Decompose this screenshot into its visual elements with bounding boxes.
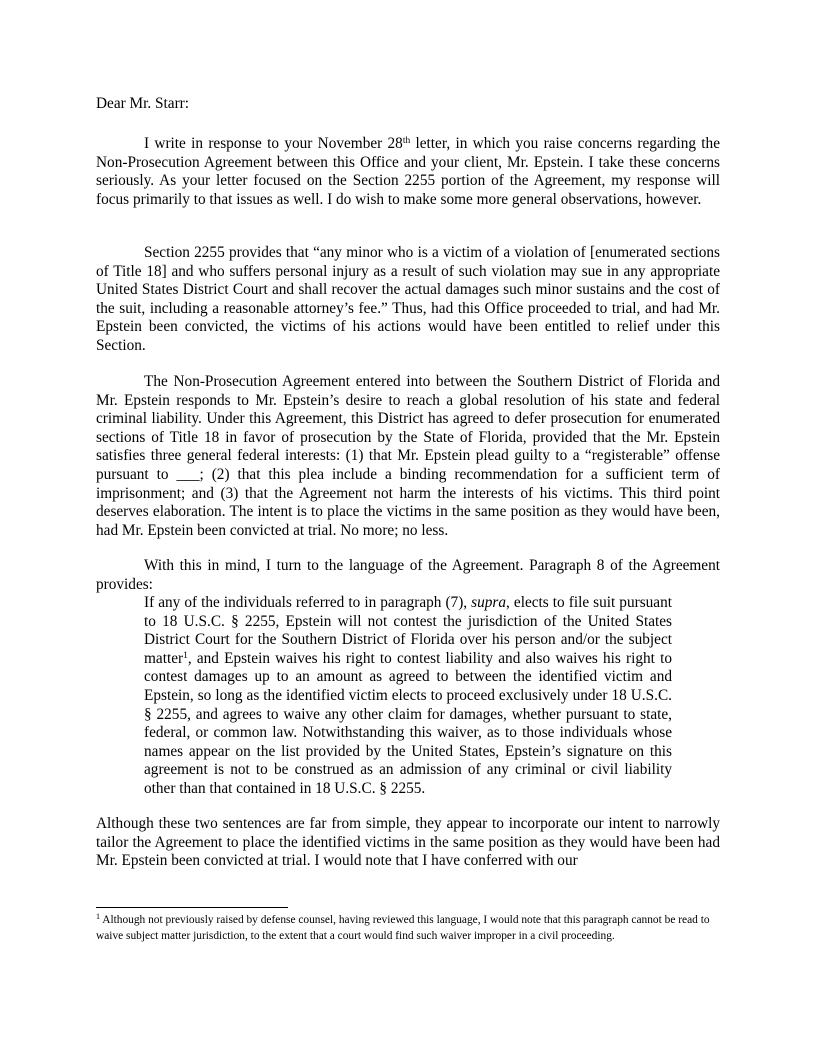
footnote-divider: [96, 907, 288, 908]
paragraph-response: [96, 135, 720, 209]
ordinal-superscript: th: [402, 136, 411, 146]
block-quote-paragraph-8: [144, 594, 672, 799]
paragraph-response-text-b: letter, in which you raise concerns regarding the Non-Prosecution Agreement between this Office and your client, Mr. Epstein. I take these concerns seriously. As your letter focused on the Section 2255 portion of the Agreement, my response will focus primarily to that issues as well. I do wish to make some more general observations, however.: [96, 135, 720, 208]
quote-italic-supra: supra: [471, 594, 507, 611]
paragraph-response-text-a: I write in response to your November 28: [144, 135, 403, 152]
quote-text-c: , and Epstein waives his right to contest liability and also waives his right to contest damages up to an amount as agreed to between the identified victim and Epstein, so long as the identified victim elects to proceed exclusively under 18 U.S.C. § 2255, and agrees to waive any other claim for damages, whether pursuant to state, federal, or common law. Notwithstanding this waiver, as to those individuals whose names appear on the list provided by the United States, Epstein’s signature on this agreement is not to be construed as an admission of any criminal or civil liability other than that contained in 18 U.S.C. § 2255.: [144, 649, 672, 797]
footnote-text: Although not previously raised by defense counsel, having reviewed this language, I would note that this paragraph cannot be read to waive subject matter jurisdiction, to the extent that a court would find such waiver improper in a civil proceeding.: [96, 914, 710, 942]
paragraph-conclusion: Although these two sentences are far from simple, they appear to incorporate our intent to narrowly tailor the Agreement to place the identified victims in the same position as they would have been had Mr. Epstein been convicted at trial. I would note that I have conferred with our: [96, 815, 720, 870]
footnote-number: 1: [96, 912, 100, 921]
footnote: [96, 912, 722, 944]
footnote-reference: 1: [183, 650, 188, 661]
paragraph-non-prosecution-agreement: The Non-Prosecution Agreement entered into between the Southern District of Florida and Mr. Epstein responds to Mr. Epstein’s desire to reach a global resolution of his state and federal criminal liability. Under this Agreement, this District has agreed to defer prosecution for enumerated sections of Title 18 in favor of prosecution by the State of Florida, provided that the Mr. Epstein satisfies three general federal interests: (1) that Mr. Epstein plead guilty to a “registerable” offense pursuant to ___; (2) that this plea include a binding recommendation for a sufficient term of imprisonment; and (3) that the Agreement not harm the interests of his victims. This third point deserves elaboration. The intent is to place the victims in the same position as they would have been, had Mr. Epstein been convicted at trial. No more; no less.: [96, 373, 720, 539]
quote-text-b: , elects to file suit pursuant to 18 U.S.C. § 2255, Epstein will not contest the jurisdiction of the United States District Court for the Southern District of Florida over his person and/or the subject matter: [144, 594, 672, 667]
quote-text-a: If any of the individuals referred to in paragraph (7),: [144, 594, 472, 611]
paragraph-agreement-language: With this in mind, I turn to the language of the Agreement. Paragraph 8 of the Agreement provides:: [96, 557, 720, 593]
paragraph-section-2255: Section 2255 provides that “any minor who is a victim of a violation of [enumerated sections of Title 18] and who suffers personal injury as a result of such violation may sue in any appropriate United States District Court and shall recover the actual damages such minor sustains and the cost of the suit, including a reasonable attorney’s fee.” Thus, had this Office proceeded to trial, and had Mr. Epstein been convicted, the victims of his actions would have been entitled to relief under this Section.: [96, 244, 720, 354]
salutation: Dear Mr. Starr:: [96, 95, 190, 112]
